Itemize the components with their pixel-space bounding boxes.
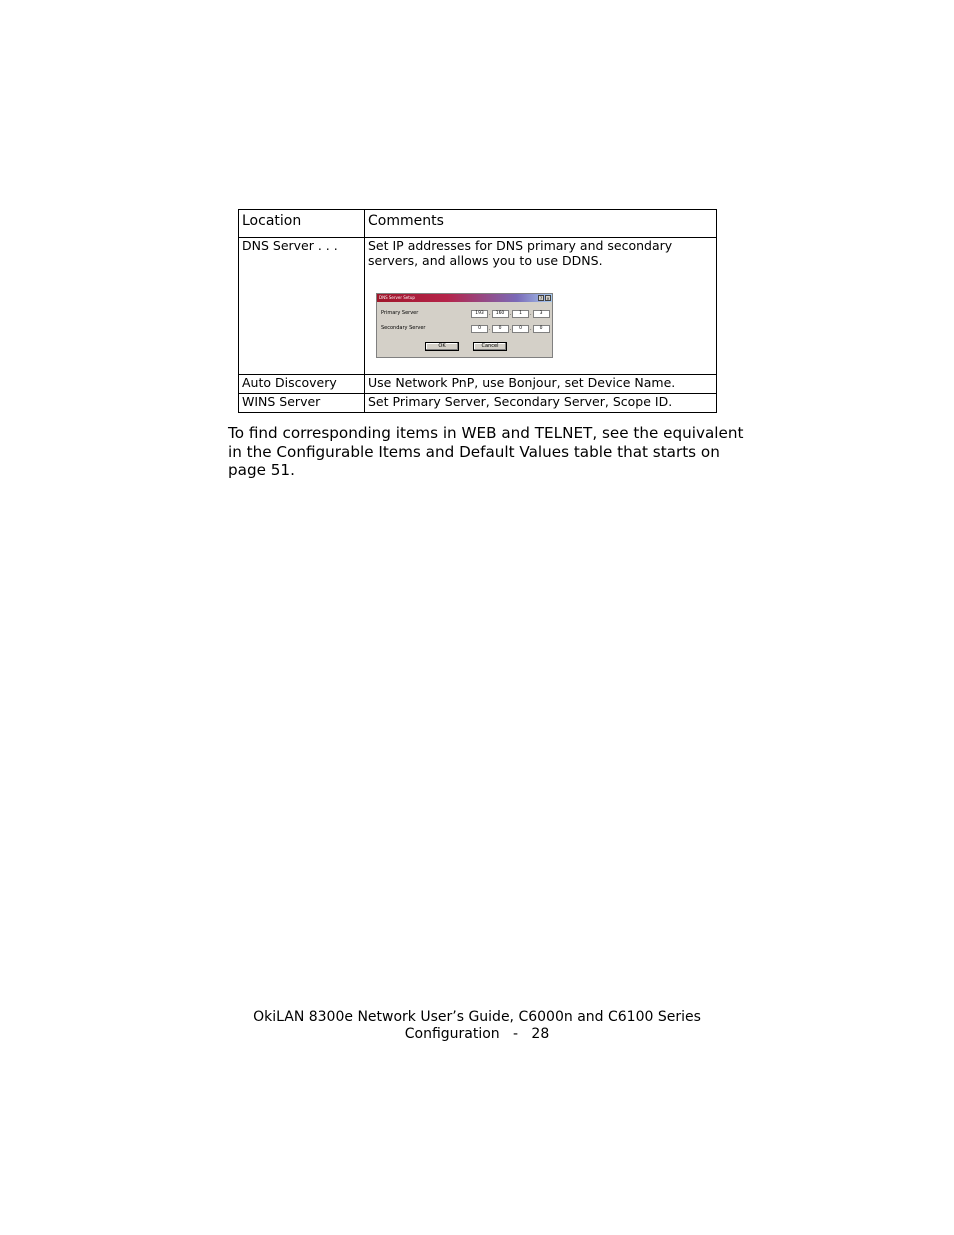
ip-dot: . [529,311,532,317]
ip-octet: 0 [471,325,488,333]
row-comment: Set Primary Server, Secondary Server, Scope ID. [365,394,717,413]
table-row [239,375,717,394]
header-comments: Comments [365,210,717,238]
ip-octet: 1 [512,310,529,318]
close-icon: × [546,296,550,301]
ip-dot: . [529,326,532,332]
ip-octet: 0 [512,325,529,333]
header-location: Location [239,210,365,238]
dialog-title: DNS Server Setup [379,295,415,300]
ip-dot: . [488,326,491,332]
help-icon: ? [539,296,543,301]
ip-octet: 3 [533,310,550,318]
ip-dot: . [509,311,512,317]
secondary-server-label: Secondary Server [381,325,426,331]
ip-octet: 0 [492,325,509,333]
ip-octet: 160 [492,310,509,318]
body-paragraph: To find corresponding items in WEB and TELNET, see the equivalent in the Configurable Items and Default Values table that starts on page 51. [228,424,744,479]
footer-guide-title: OkiLAN 8300e Network User’s Guide, C6000n and C6100 Series [253,1009,701,1025]
dialog-title-buttons [538,295,551,301]
row-comment: Use Network PnP, use Bonjour, set Device Name. [365,375,717,394]
primary-server-ip-field [471,310,550,318]
ok-button: OK [425,342,459,351]
dns-server-setup-dialog-screenshot [376,293,553,358]
secondary-server-ip-field [471,325,550,333]
dialog-title-bar [377,294,552,302]
cancel-button: Cancel [473,342,507,351]
ip-octet: 0 [533,325,550,333]
row-location: DNS Server . . . [239,238,365,375]
row-location: WINS Server [239,394,365,413]
ip-dot: . [509,326,512,332]
table-header-row [239,210,717,238]
table-row [239,394,717,413]
ip-octet: 193 [471,310,488,318]
ip-dot: . [488,311,491,317]
primary-server-label: Primary Server [381,310,419,316]
row-comment-text: Set IP addresses for DNS primary and secondary servers, and allows you to use DDNS. [368,238,673,268]
row-location: Auto Discovery [239,375,365,394]
footer-page-number: Configuration - 28 [404,1026,550,1042]
